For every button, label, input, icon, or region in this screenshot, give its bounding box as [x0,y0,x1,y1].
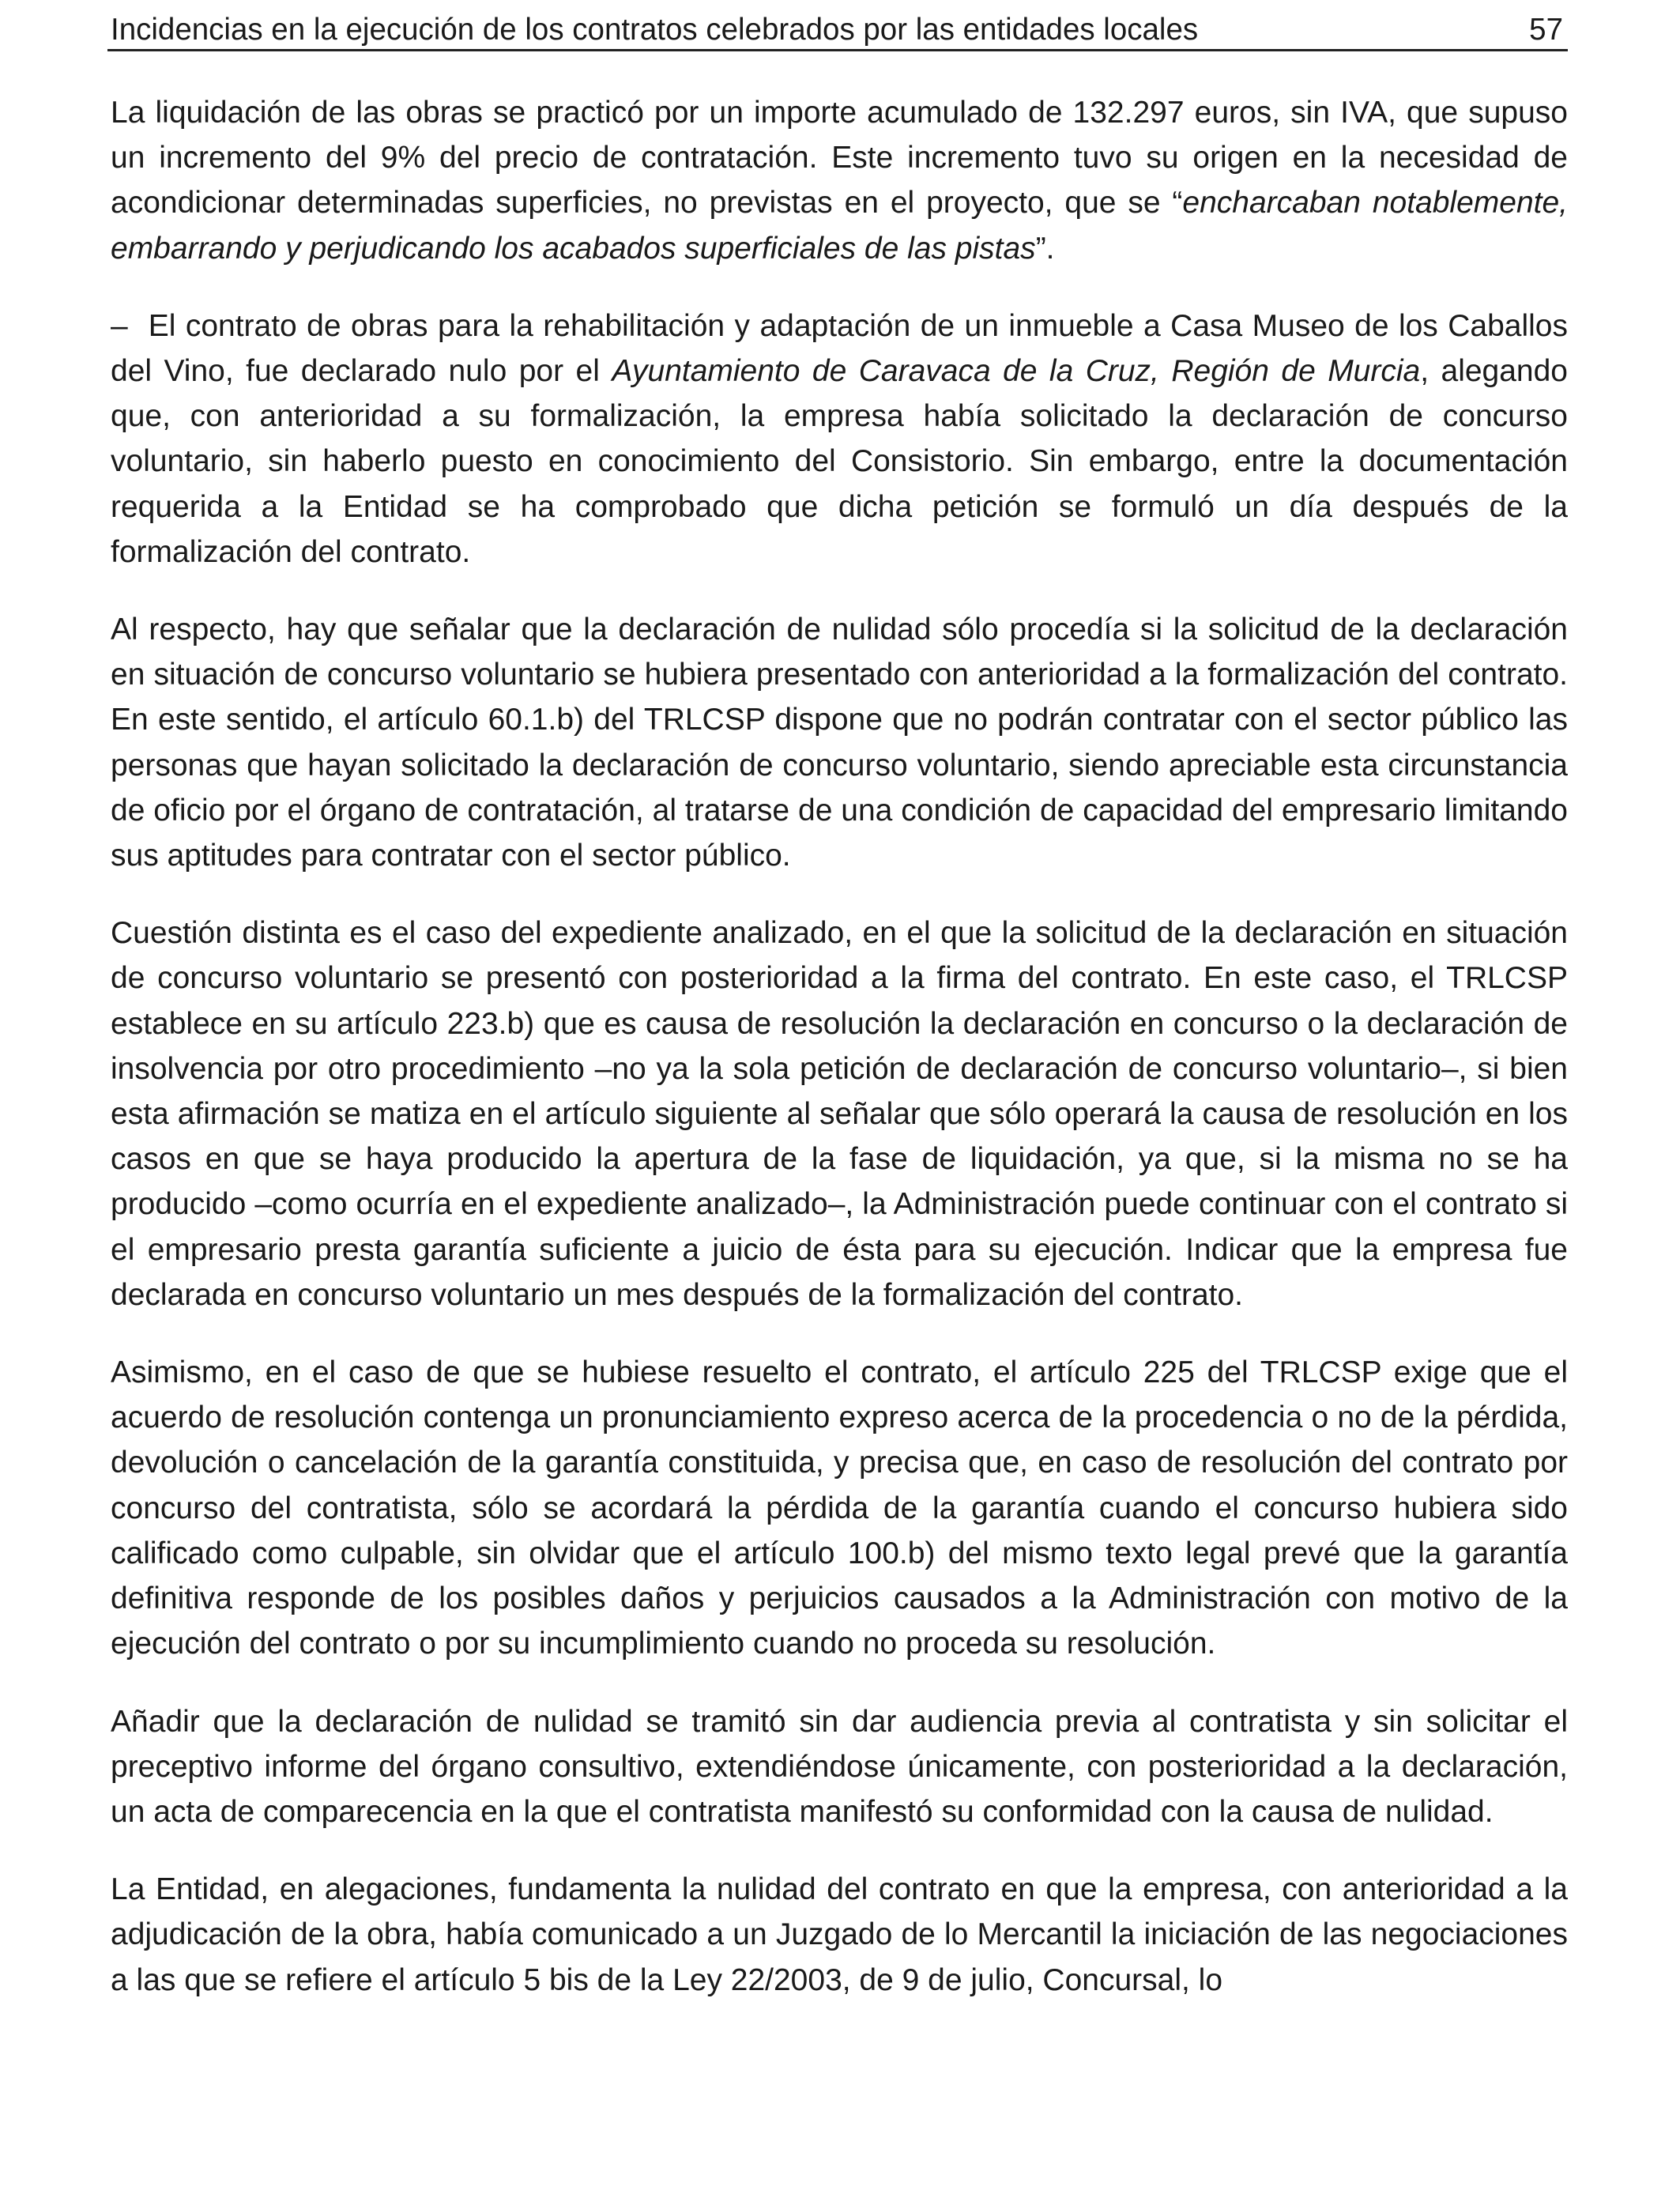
paragraph-5: Asimismo, en el caso de que se hubiese resuelto el contrato, el artículo 225 del TRLCSP exige que el acuerdo de resolución contenga un pronunciamiento expreso acerca de la procedencia o no de la pérdida, devolución o cancelación de la garantía constituida, y precisa que, en caso de resolución del contrato por concurso del contratista, sólo se acordará la pérdida de la garantía cuando el concurso hubiera sido calificado como culpable, sin olvidar que el artículo 100.b) del mismo texto legal prevé que la garantía definitiva responde de los posibles daños y perjuicios causados a la Administración con motivo de la ejecución del contrato o por su incumplimiento cuando no proceda su resolución. [111,1355,1568,1661]
paragraph-1-quote: encharcaban notablemente, embarrando y perjudicando los acabados superficiales de las pistas [111,186,1568,266]
running-header [107,9,1568,51]
header-title: Incidencias en la ejecución de los contratos celebrados por las entidades locales [111,13,1199,47]
paragraph-6: Añadir que la declaración de nulidad se tramitó sin dar audiencia previa al contratista y sin solicitar el preceptivo informe del órgano consultivo, extendiéndose únicamente, con posterioridad a la declaración, un acta de comparecencia en la que el contratista manifestó su conformidad con la causa de nulidad. [111,1704,1568,1829]
page-number: 57 [1529,13,1563,47]
paragraph-2-entity: Ayuntamiento de Caravaca de la Cruz, Región de Murcia [612,354,1421,389]
paragraph-7: La Entidad, en alegaciones, fundamenta la nulidad del contrato en que la empresa, con anterioridad a la adjudicación de la obra, había comunicado a un Juzgado de lo Mercantil la iniciación de las negociaciones a las que se refiere el artículo 5 bis de la Ley 22/2003, de 9 de julio, Concursal, lo [111,1872,1568,1997]
paragraph-1-text-a: La liquidación de las obras se practicó por un importe acumulado de 132.297 euros, sin IVA, que supuso un incremento del 9% del precio de contratación. Este incremento tuvo su origen en la necesidad de acondicionar determinadas superficies, no previstas en el proyecto, que se “ [111,96,1568,221]
list-dash: – [111,308,128,343]
paragraph-4: Cuestión distinta es el caso del expediente analizado, en el que la solicitud de la declaración en situación de concurso voluntario se presentó con posterioridad a la firma del contrato. En este caso, el TRLCSP establece en su artículo 223.b) que es causa de resolución la declaración en concurso o la declaración de insolvencia por otro procedimiento –no ya la sola petición de declaración de concurso voluntario–, si bien esta afirmación se matiza en el artículo siguiente al señalar que sólo operará la causa de resolución en los casos en que se haya producido la apertura de la fase de liquidación, ya que, si la misma no se ha producido –como ocurría en el expediente analizado–, la Administración puede continuar con el contrato si el empresario presta garantía suficiente a juicio de ésta para su ejecución. Indicar que la empresa fue declarada en concurso voluntario un mes después de la formalización del contrato. [111,916,1568,1312]
paragraph-3: Al respecto, hay que señalar que la declaración de nulidad sólo procedía si la solicitud de la declaración en situación de concurso voluntario se hubiera presentado con anterioridad a la formalización del contrato. En este sentido, el artículo 60.1.b) del TRLCSP dispone que no podrán contratar con el sector público las personas que hayan solicitado la declaración de concurso voluntario, siendo apreciable esta circunstancia de oficio por el órgano de contratación, al tratarse de una condición de capacidad del empresario limitando sus aptitudes para contratar con el sector público. [111,613,1568,873]
paragraph-2 [111,303,1568,575]
paragraph-1-text-b: ”. [1035,231,1055,266]
paragraph-1 [111,90,1568,271]
document-body [111,90,1568,2003]
paragraph-2-text-a: El contrato de obras para la rehabilitación y adaptación de un inmueble a Casa Museo de los Caballos del Vino, fue declarado nulo por el [111,308,1568,389]
paragraph-2-text-b: , alegando que, con anterioridad a su formalización, la empresa había solicitado la declaración de concurso voluntario, sin haberlo puesto en conocimiento del Consistorio. Sin embargo, entre la documentación requerida a la Entidad se ha comprobado que dicha petición se formuló un día después de la formalización del contrato. [111,354,1568,569]
